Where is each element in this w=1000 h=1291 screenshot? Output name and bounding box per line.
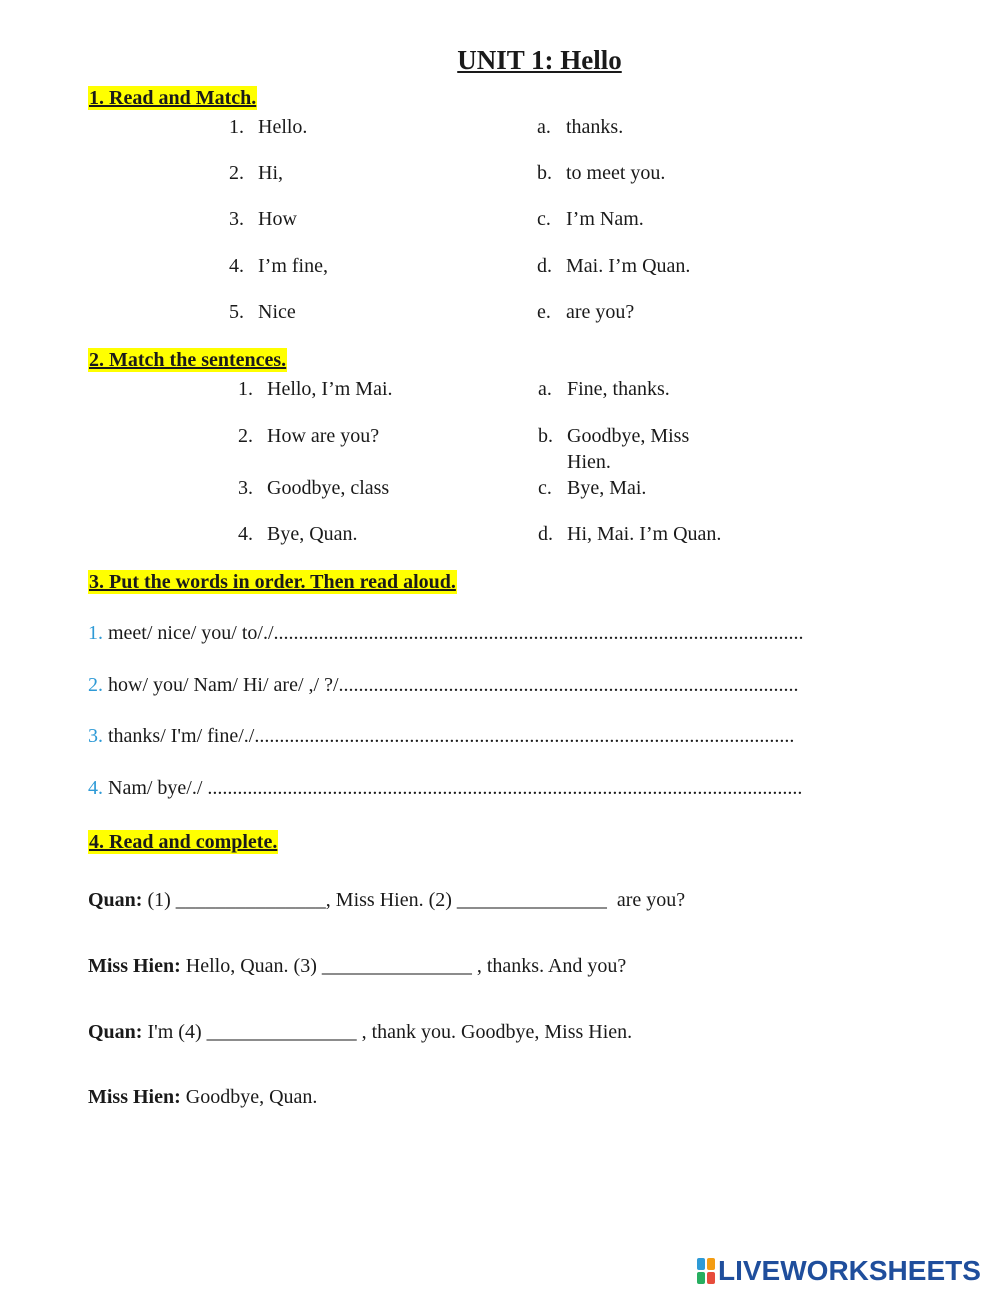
list-item: d. Mai. I’m Quan. xyxy=(537,255,691,277)
list-item: 4. Bye, Quan. xyxy=(238,523,358,545)
list-item: 1. Hello, I’m Mai. xyxy=(238,378,393,400)
list-item: c. Bye, Mai. xyxy=(538,477,647,499)
logo-blocks-icon xyxy=(697,1258,715,1284)
list-item: 4. I’m fine, xyxy=(229,255,328,277)
logo-block xyxy=(697,1258,705,1270)
list-item: 2. Hi, xyxy=(229,162,283,184)
list-item: b. Goodbye, Miss xyxy=(538,425,690,447)
section-1-heading: 1. Read and Match. xyxy=(89,87,257,109)
list-item: e. are you? xyxy=(537,301,635,323)
order-item[interactable]: 4. Nam/ bye/./ ....................................................................................................................... xyxy=(88,777,803,799)
section-4-heading: 4. Read and complete. xyxy=(89,831,278,853)
list-item-continuation: Hien. xyxy=(567,451,611,473)
logo-block xyxy=(707,1272,715,1284)
order-item[interactable]: 3. thanks/ I'm/ fine/./............................................................................................................ xyxy=(88,725,795,747)
section-2-heading: 2. Match the sentences. xyxy=(89,349,287,371)
order-item[interactable]: 1. meet/ nice/ you/ to/./.......................................................................................................... xyxy=(88,622,804,644)
list-item: 5. Nice xyxy=(229,301,296,323)
logo-block xyxy=(697,1272,705,1284)
list-item: 2. How are you? xyxy=(238,425,380,447)
page-title: UNIT 1: Hello xyxy=(457,45,622,75)
dialogue-line[interactable]: Quan: I'm (4) _______________ , thank you. Goodbye, Miss Hien. xyxy=(88,1021,633,1043)
liveworksheets-logo xyxy=(697,1256,981,1286)
list-item: c. I’m Nam. xyxy=(537,208,644,230)
dialogue-line[interactable]: Miss Hien: Hello, Quan. (3) _______________ , thanks. And you? xyxy=(88,955,627,977)
list-item: 1. Hello. xyxy=(229,116,308,138)
list-item: d. Hi, Mai. I’m Quan. xyxy=(538,523,722,545)
list-item: 3. Goodbye, class xyxy=(238,477,390,499)
logo-block xyxy=(707,1258,715,1270)
list-item: b. to meet you. xyxy=(537,162,666,184)
list-item: a. Fine, thanks. xyxy=(538,378,670,400)
logo-text: LIVEWORKSHEETS xyxy=(718,1255,981,1286)
order-item[interactable]: 2. how/ you/ Nam/ Hi/ are/ ,/ ?/............................................................................................ xyxy=(88,674,799,696)
dialogue-line[interactable]: Quan: (1) _______________, Miss Hien. (2) _______________ are you? xyxy=(88,889,686,911)
dialogue-line: Miss Hien: Goodbye, Quan. xyxy=(88,1086,318,1108)
list-item: a. thanks. xyxy=(537,116,624,138)
section-3-heading: 3. Put the words in order. Then read aloud. xyxy=(89,571,456,593)
list-item: 3. How xyxy=(229,208,297,230)
